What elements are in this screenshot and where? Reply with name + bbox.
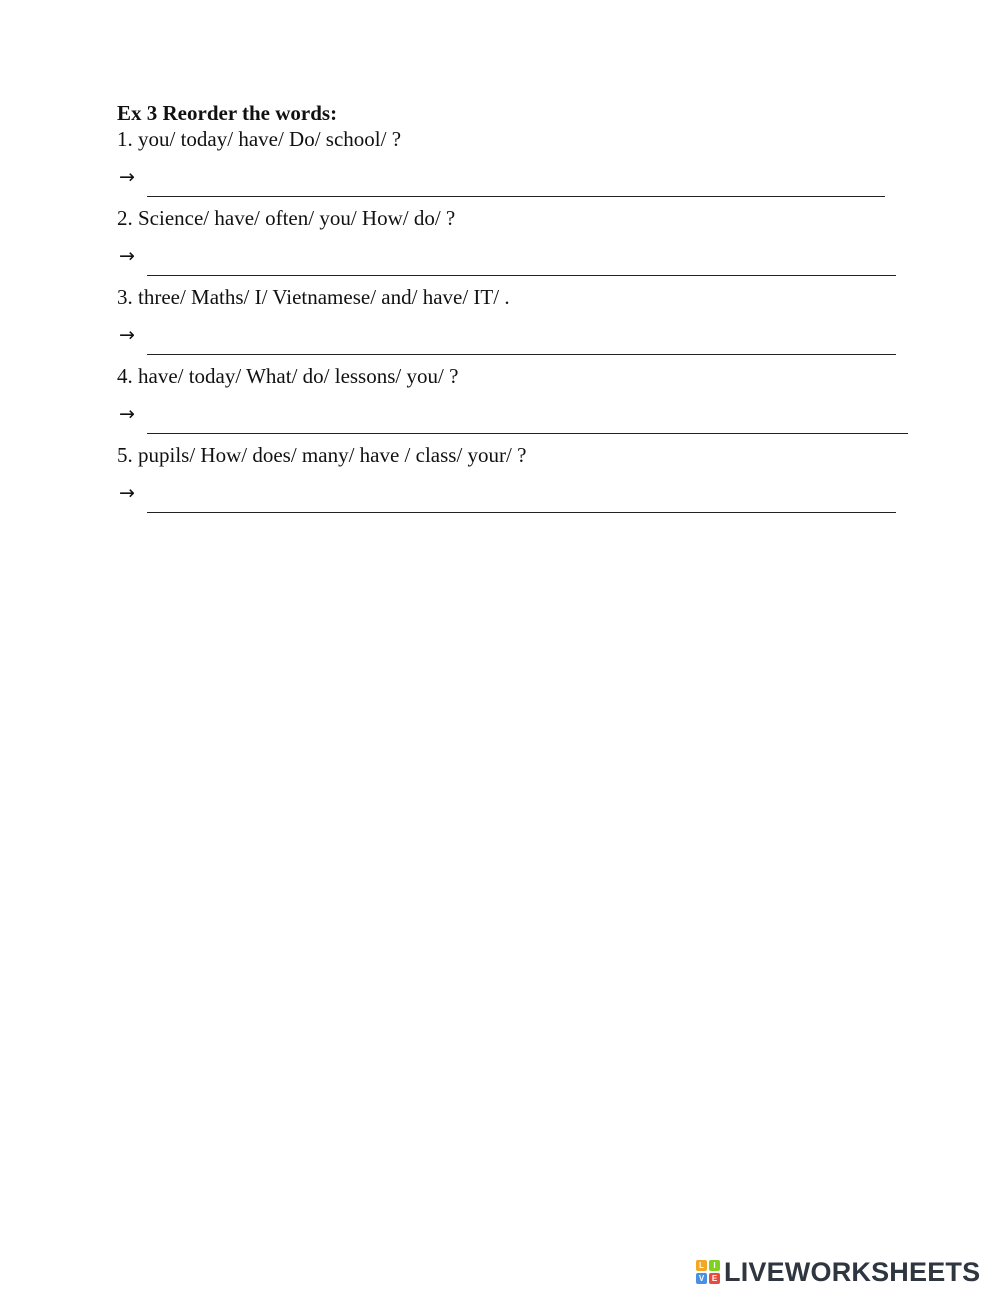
answer-row-1 — [117, 152, 917, 205]
answer-input-2[interactable] — [147, 251, 896, 276]
liveworksheets-logo — [696, 1256, 980, 1288]
answer-row-5 — [117, 468, 917, 521]
answer-row-4 — [117, 389, 917, 442]
answer-row-2 — [117, 231, 917, 284]
logo-mark-v: V — [696, 1273, 707, 1284]
question-5: 5. pupils/ How/ does/ many/ have / class/ your/ ? — [117, 443, 527, 467]
logo-mark-l: L — [696, 1260, 707, 1271]
logo-mark-icon — [696, 1260, 720, 1284]
answer-input-4[interactable] — [147, 409, 908, 434]
answer-input-3[interactable] — [147, 330, 896, 355]
exercise-title: Ex 3 Reorder the words: — [117, 101, 338, 125]
answer-input-5[interactable] — [147, 488, 896, 513]
logo-mark-e: E — [709, 1273, 720, 1284]
arrow-right-icon: → — [119, 324, 135, 346]
arrow-right-icon: → — [119, 245, 135, 267]
arrow-right-icon: → — [119, 482, 135, 504]
question-2: 2. Science/ have/ often/ you/ How/ do/ ? — [117, 206, 456, 230]
logo-text: LIVEWORKSHEETS — [724, 1256, 981, 1287]
arrow-right-icon: → — [119, 166, 135, 188]
question-3: 3. three/ Maths/ I/ Vietnamese/ and/ have/ IT/ . — [117, 285, 510, 309]
arrow-right-icon: → — [119, 403, 135, 425]
question-4: 4. have/ today/ What/ do/ lessons/ you/ ? — [117, 364, 459, 388]
answer-row-3 — [117, 310, 917, 363]
question-1: 1. you/ today/ have/ Do/ school/ ? — [117, 127, 402, 151]
worksheet — [117, 100, 917, 521]
logo-mark-i: I — [709, 1260, 720, 1271]
answer-input-1[interactable] — [147, 172, 885, 197]
